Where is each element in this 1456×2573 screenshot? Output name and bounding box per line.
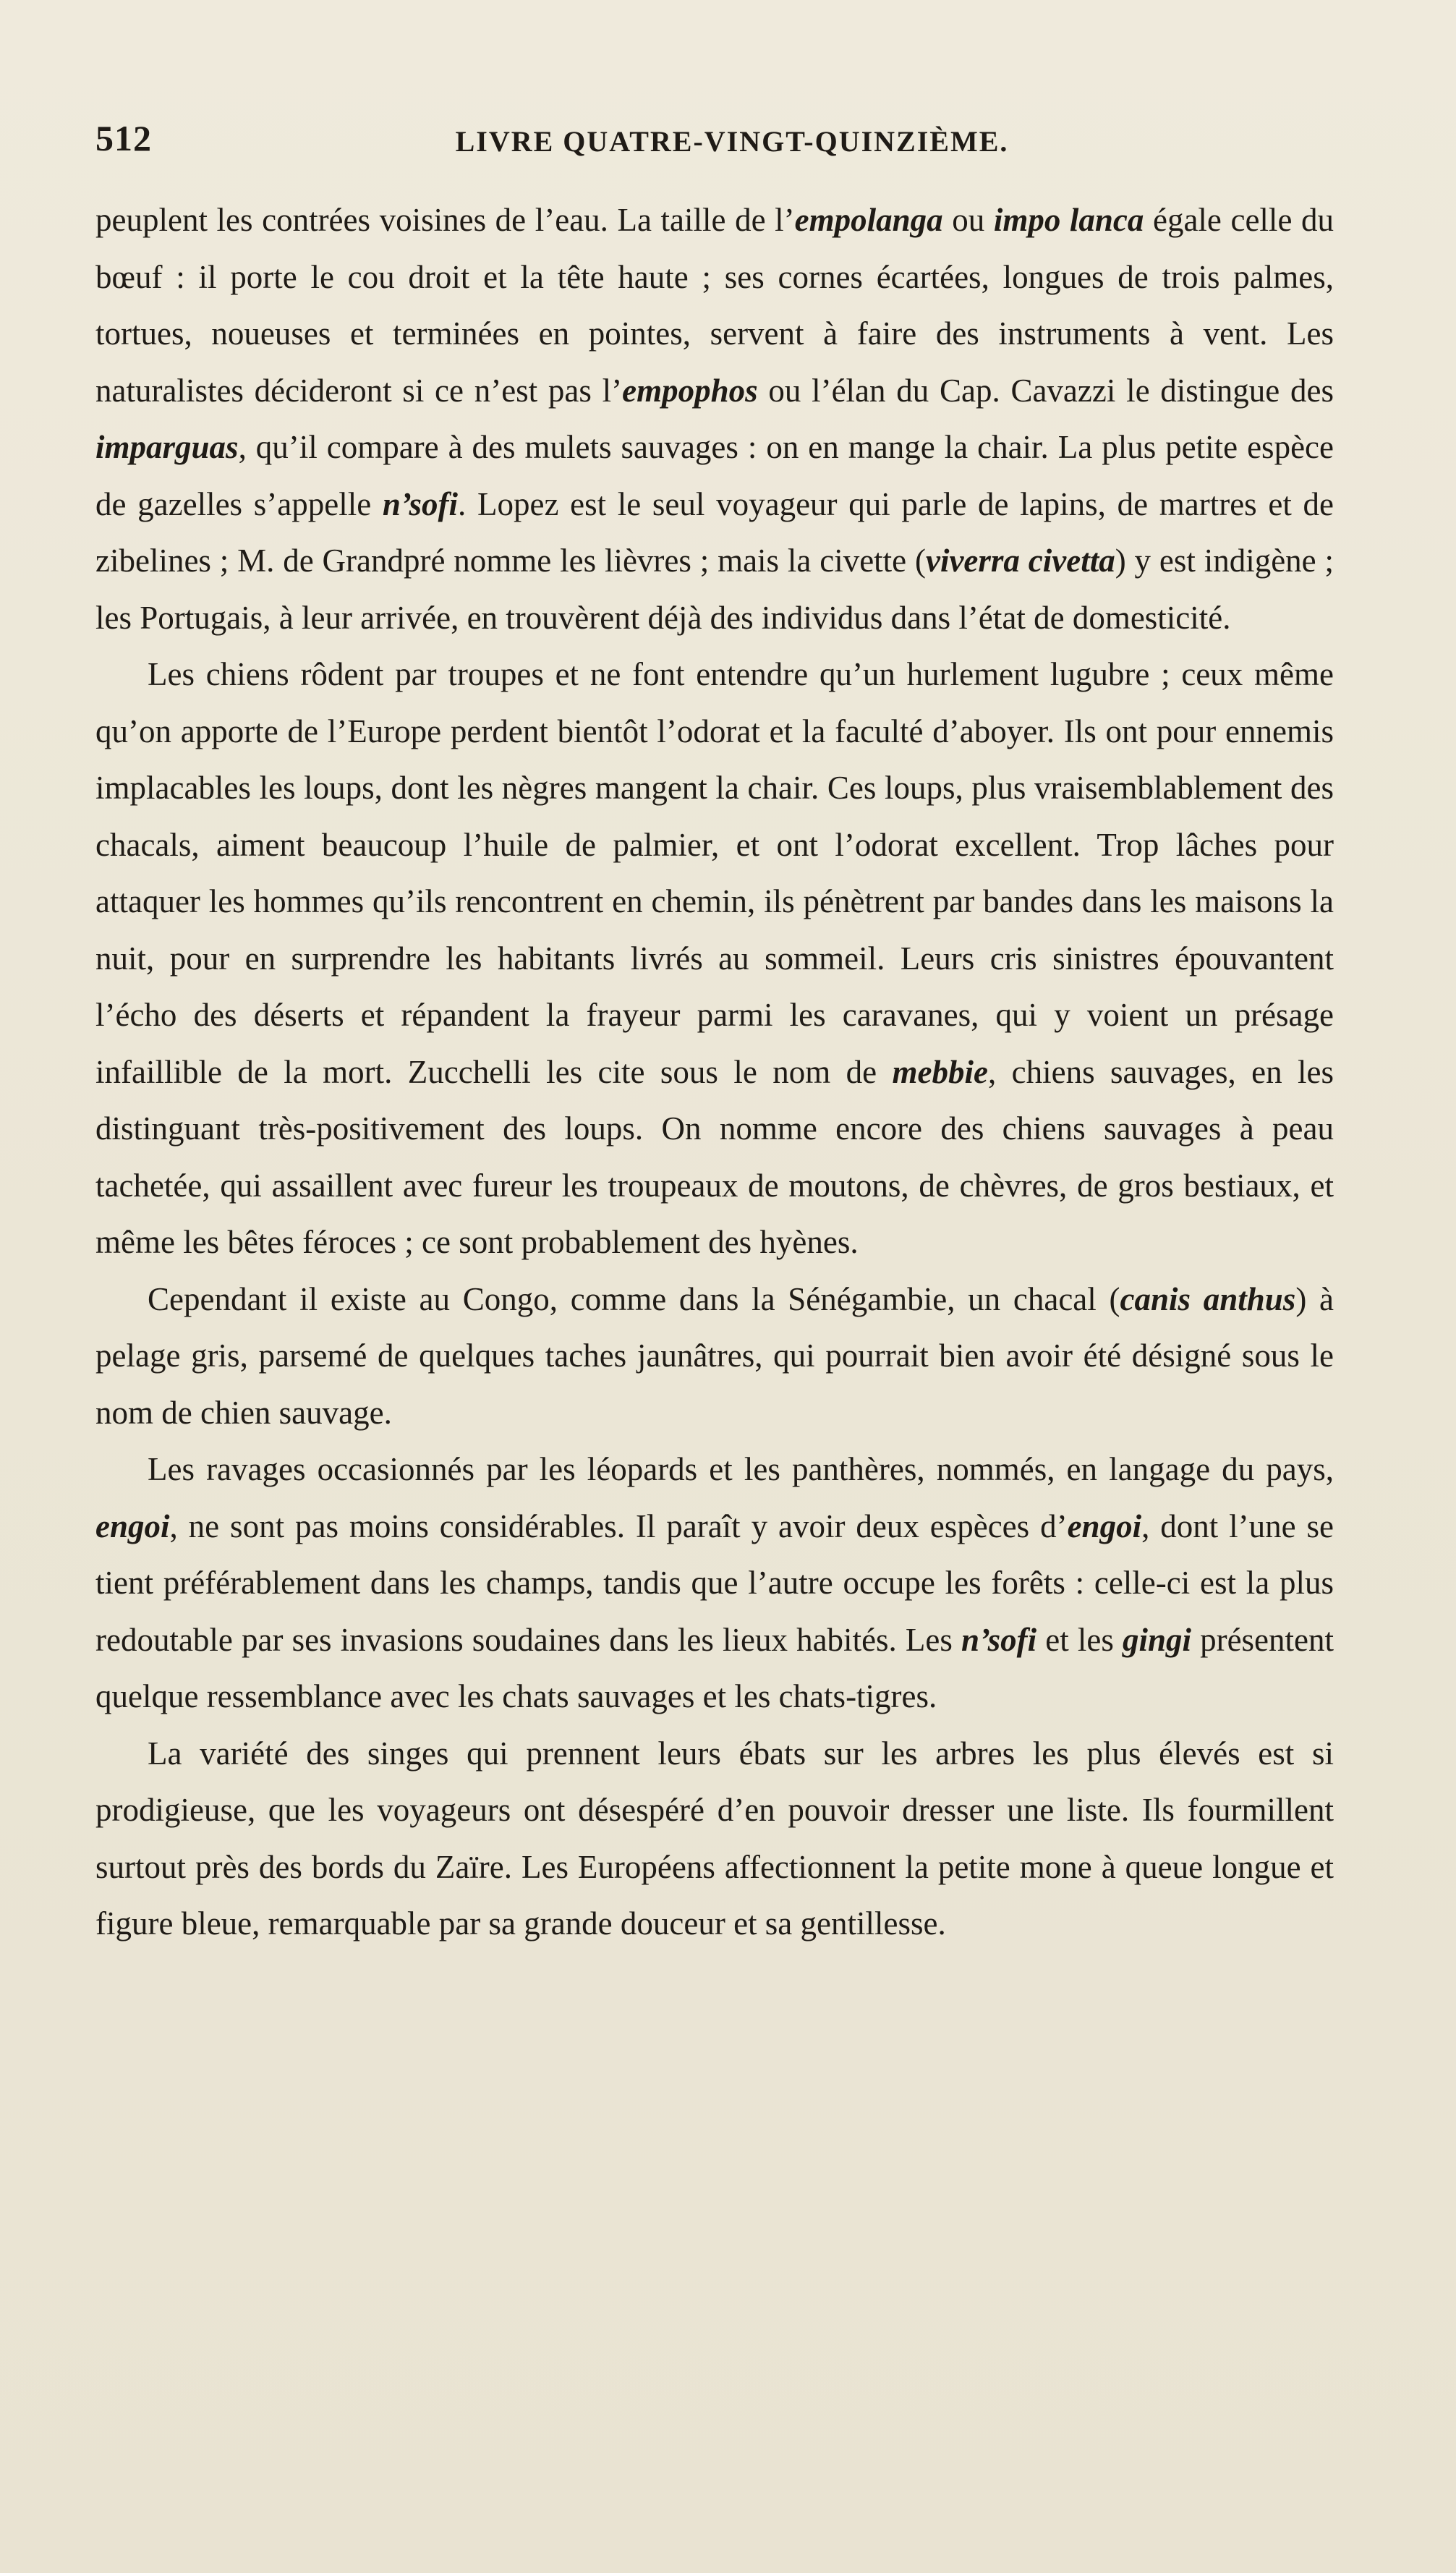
italic-term: engoi	[95, 1507, 170, 1544]
text-run: Les chiens rôdent par troupes et ne font entendre qu’un hurlement lugubre ; ceux même qu’on apporte de l’Europe perdent bientôt l’odorat et la faculté d’aboyer. Ils ont pour ennemis implacables les loups, dont les nègres mangent la chair. Ces loups, plus vraisemblablement des chacals, aiment beaucoup l’huile de palmier, et ont l’odorat excellent. Trop lâches pour attaquer les hommes qu’ils rencontrent en chemin, ils pénètrent par bandes dans les maisons la nuit, pour en surprendre les habitants livrés au sommeil. Leurs cris sinistres épouvantent l’écho des déserts et répandent la frayeur parmi les caravanes, qui y voient un présage infaillible de la mort. Zucchelli les cite sous le nom de	[95, 656, 1334, 1090]
text-run: , dont l’une se tient préférablement dans les champs, tandis que l’autre occupe les forêts : celle-ci est la plus redoutable par ses invasions soudaines dans les lieux habités. Les	[95, 1507, 1334, 1658]
paragraph	[95, 192, 1334, 646]
body-text	[95, 192, 1334, 1952]
paragraph	[95, 1725, 1334, 1952]
italic-term: empophos	[622, 372, 758, 409]
italic-term: n’sofi	[961, 1621, 1037, 1658]
text-run: . Lopez est le seul voyageur qui parle de lapins, de martres et de zibelines ; M. de Grandpré nomme les lièvres ; mais la civette (	[95, 485, 1334, 579]
italic-term: gingi	[1122, 1621, 1191, 1658]
italic-term: impo lanca	[993, 202, 1144, 238]
text-run: ) y est indigène ; les Portugais, à leur arrivée, en trouvèrent déjà des individus dans l’état de domesticité.	[95, 543, 1334, 636]
text-run: et les	[1036, 1621, 1123, 1658]
text-run: peuplent les contrées voisines de l’eau. La taille de l’	[95, 202, 795, 238]
text-run: Cependant il existe au Congo, comme dans la Sénégambie, un chacal (	[148, 1280, 1120, 1317]
paragraph	[95, 1271, 1334, 1442]
italic-term: empolanga	[794, 202, 943, 238]
text-run: ou	[942, 202, 994, 238]
italic-term: engoi	[1067, 1507, 1142, 1544]
text-run: ) à pelage gris, parsemé de quelques taches jaunâtres, qui pourrait bien avoir été désigné sous le nom de chien sauvage.	[95, 1280, 1334, 1431]
italic-term: mebbie	[892, 1053, 988, 1090]
text-run: égale celle du bœuf : il porte le cou droit et la tête haute ; ses cornes écartées, longues de trois palmes, tortues, noueuses et terminées en pointes, servent à faire des instruments à vent. Les naturalistes décideront si ce n’est pas l’	[95, 202, 1334, 409]
italic-term: n’sofi	[382, 485, 459, 522]
text-run: ou l’élan du Cap. Cavazzi le distingue des	[757, 372, 1334, 409]
paragraph	[95, 1441, 1334, 1725]
italic-term: canis anthus	[1120, 1280, 1296, 1317]
text-run: , chiens sauvages, en les distinguant très-positivement des loups. On nomme encore des chiens sauvages à peau tachetée, qui assaillent avec fureur les troupeaux de moutons, de chèvres, de gros bestiaux, et même les bêtes féroces ; ce sont probablement des hyènes.	[95, 1053, 1334, 1260]
italic-term: imparguas	[95, 429, 239, 465]
page-number: 512	[95, 118, 152, 158]
page-header	[95, 117, 1368, 168]
italic-term: viverra civetta	[925, 543, 1115, 579]
paragraph	[95, 646, 1334, 1271]
text-run: , ne sont pas moins considérables. Il paraît y avoir deux espèces d’	[169, 1507, 1068, 1544]
text-run: , qu’il compare à des mulets sauvages : on en mange la chair. La plus petite espèce de gazelles s’appelle	[95, 429, 1334, 522]
text-run: La variété des singes qui prennent leurs ébats sur les arbres les plus élevés est si prodigieuse, que les voyageurs ont désespéré d’en pouvoir dresser une liste. Ils fourmillent surtout près des bords du Zaïre. Les Européens affectionnent la petite mone à queue longue et figure bleue, remarquable par sa grande douceur et sa gentillesse.	[95, 1735, 1334, 1942]
running-title: LIVRE QUATRE-VINGT-QUINZIÈME.	[455, 125, 1009, 158]
text-run: Les ravages occasionnés par les léopards et les panthères, nommés, en langage du pays,	[148, 1451, 1334, 1487]
text-run: présentent quelque ressemblance avec les chats sauvages et les chats-tigres.	[95, 1621, 1334, 1714]
